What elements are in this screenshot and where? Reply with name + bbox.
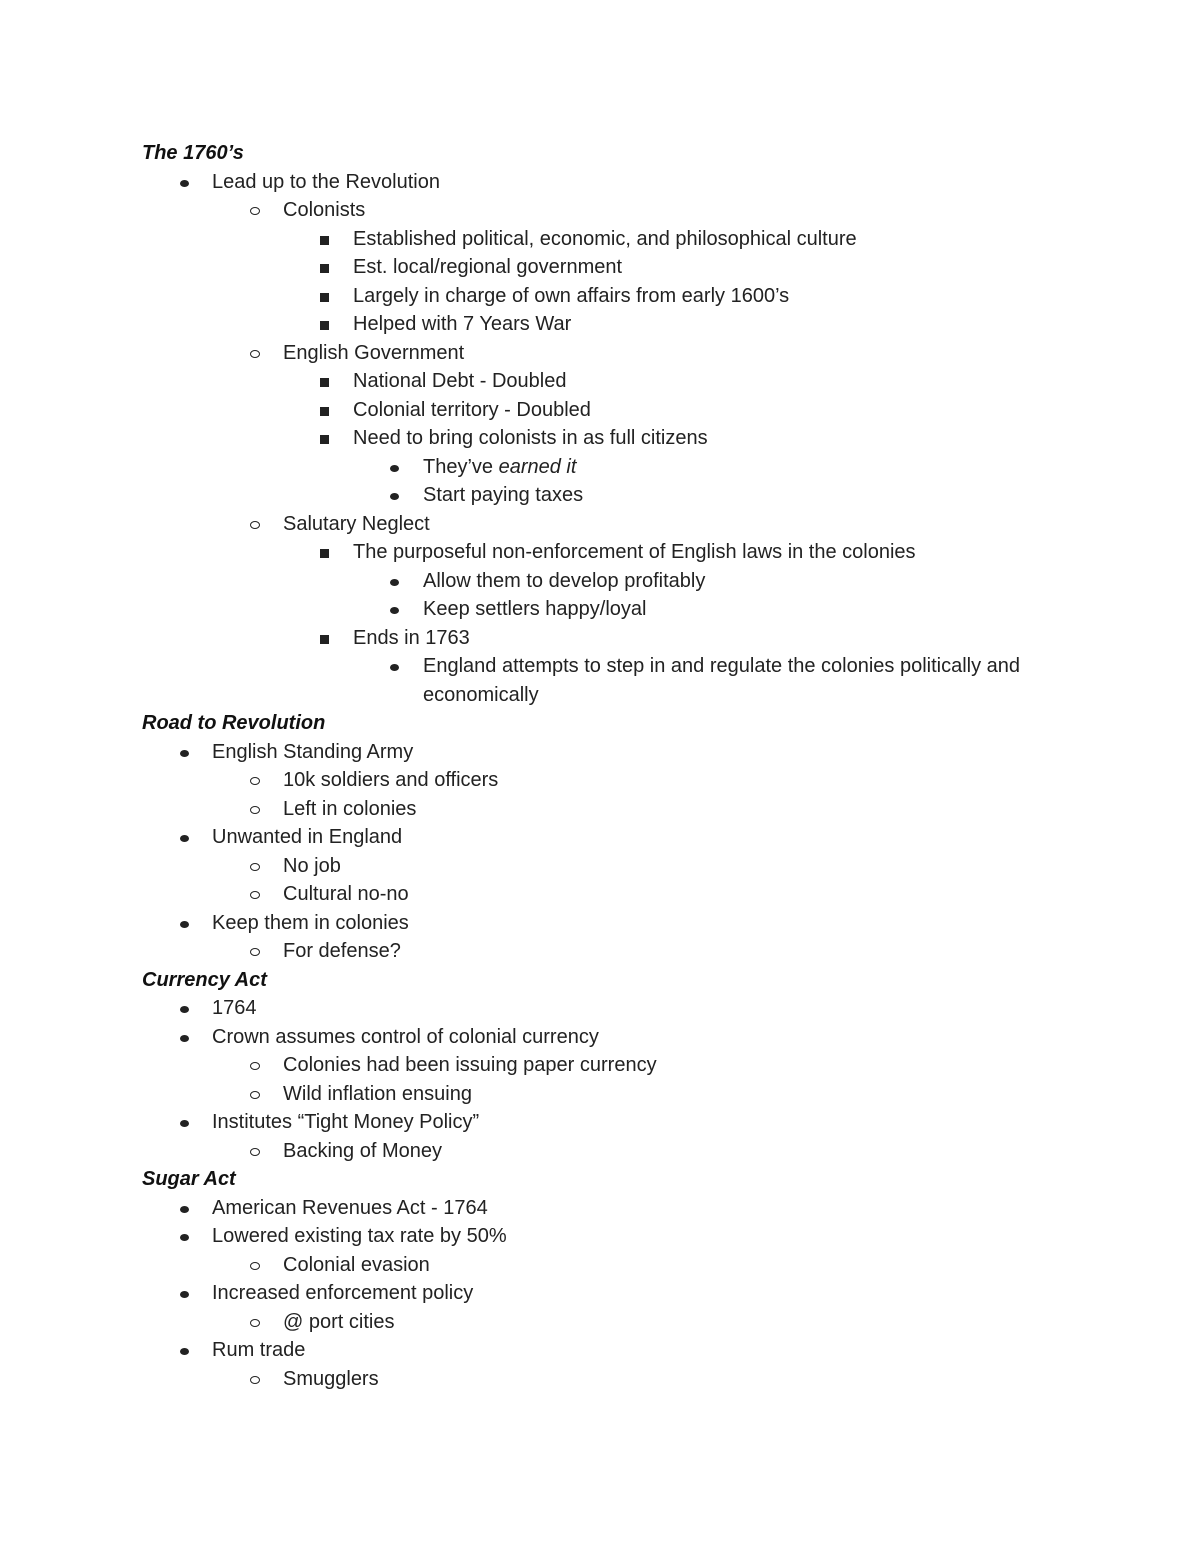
notes-document [142, 139, 1062, 1393]
list-item-label: Rum trade [212, 1339, 306, 1361]
list-item [142, 1222, 1062, 1251]
list-item-label: The purposeful non-enforcement of English laws in the colonies [353, 541, 916, 563]
list-item-label: Unwanted in England [212, 826, 403, 848]
list-item-label: They’ve [423, 455, 499, 478]
list-item-label: Institutes “Tight Money Policy” [212, 1111, 480, 1133]
list-item-label: Keep settlers happy/loyal [423, 598, 647, 620]
list-item [142, 1051, 1062, 1080]
list-item [142, 1336, 1062, 1365]
list-item-text [353, 424, 1062, 453]
bullet-disc-icon [178, 168, 192, 197]
list-item-text [353, 253, 1062, 282]
list-item-label: Cultural no-no [283, 883, 409, 905]
bullet-circle-icon [248, 1137, 262, 1166]
section-heading: Sugar Act [142, 1168, 236, 1190]
list-item [142, 510, 1062, 539]
list-item [142, 652, 1062, 709]
bullet-circle-icon [248, 1251, 262, 1280]
list-item-text [212, 1023, 1062, 1052]
list-item-text [283, 852, 1062, 881]
list-item-label: Salutary Neglect [283, 512, 430, 535]
section-heading: The 1760’s [142, 142, 244, 164]
list-item-label: Colonial territory - Doubled [353, 398, 591, 421]
list-item [142, 567, 1062, 596]
list-item-text [353, 538, 1062, 567]
list-item-label: Left in colonies [283, 797, 417, 820]
list-item [142, 253, 1062, 282]
list-item-label: Keep them in colonies [212, 911, 409, 934]
list-item [142, 994, 1062, 1023]
list-item-label: Est. local/regional government [353, 256, 623, 278]
list-item-text [212, 994, 1062, 1023]
list-item [142, 624, 1062, 653]
list-item-label: English Government [283, 341, 465, 364]
bullet-disc-icon [178, 1336, 192, 1365]
bullet-square-icon [318, 225, 332, 254]
list-item-text [283, 1365, 1062, 1394]
list-item [142, 282, 1062, 311]
list-item-text [212, 823, 1062, 852]
list-item [142, 1080, 1062, 1109]
list-item-text [283, 339, 1062, 368]
bullet-square-icon [318, 624, 332, 653]
list-item-text [283, 1051, 1062, 1080]
list-item [142, 880, 1062, 909]
bullet-disc-icon [388, 595, 402, 624]
list-item-text [283, 510, 1062, 539]
list-item-text [353, 396, 1062, 425]
list-item [142, 795, 1062, 824]
bullet-circle-icon [248, 766, 262, 795]
bullet-circle-icon [248, 1051, 262, 1080]
list-item-label: National Debt - Doubled [353, 370, 567, 392]
list-item-text [212, 1194, 1062, 1223]
bullet-circle-icon [248, 510, 262, 539]
list-item [142, 1194, 1062, 1223]
bullet-square-icon [318, 538, 332, 567]
list-item-text [212, 909, 1062, 938]
list-item [142, 538, 1062, 567]
bullet-square-icon [318, 310, 332, 339]
list-item-label: Crown assumes control of colonial currency [212, 1025, 599, 1048]
list-item-text [283, 1308, 1062, 1337]
bullet-disc-icon [388, 453, 402, 482]
list-item [142, 1023, 1062, 1052]
bullet-disc-icon [178, 1108, 192, 1137]
list-item-label: English Standing Army [212, 740, 414, 763]
list-item-text [423, 567, 1062, 596]
bullet-disc-icon [388, 567, 402, 596]
list-item-label: Largely in charge of own affairs from early 1600’s [353, 284, 790, 307]
list-item-label: Ends in 1763 [353, 626, 470, 649]
bullet-disc-icon [178, 1023, 192, 1052]
list-item [142, 168, 1062, 197]
list-item [142, 367, 1062, 396]
list-item-label: Start paying taxes [423, 484, 584, 506]
list-item [142, 481, 1062, 510]
list-item-label: Lowered existing tax rate by 50% [212, 1225, 507, 1247]
bullet-disc-icon [178, 994, 192, 1023]
bullet-circle-icon [248, 196, 262, 225]
list-item-text [283, 795, 1062, 824]
list-item-text [353, 282, 1062, 311]
list-item-label: American Revenues Act - 1764 [212, 1196, 488, 1219]
list-item-text [212, 738, 1062, 767]
list-item-text [353, 624, 1062, 653]
list-item-label: Need to bring colonists in as full citizens [353, 427, 708, 449]
list-item [142, 766, 1062, 795]
emphasis-text: earned it [498, 455, 577, 478]
list-item-label: Colonies had been issuing paper currency [283, 1054, 657, 1076]
list-item-label: For defense? [283, 940, 401, 962]
list-item [142, 339, 1062, 368]
list-item [142, 1251, 1062, 1280]
list-item-label: Colonists [283, 199, 366, 221]
list-item [142, 595, 1062, 624]
list-item [142, 1108, 1062, 1137]
bullet-circle-icon [248, 1365, 262, 1394]
list-item-text [283, 766, 1062, 795]
bullet-square-icon [318, 367, 332, 396]
list-item [142, 738, 1062, 767]
bullet-circle-icon [248, 339, 262, 368]
bullet-disc-icon [388, 652, 402, 681]
bullet-square-icon [318, 253, 332, 282]
list-item-text [212, 1222, 1062, 1251]
list-item-label: 1764 [212, 997, 257, 1019]
bullet-disc-icon [178, 738, 192, 767]
bullet-disc-icon [178, 1194, 192, 1223]
list-item-text [212, 1336, 1062, 1365]
list-item [142, 196, 1062, 225]
list-item-text [283, 937, 1062, 966]
list-item-text [353, 367, 1062, 396]
list-item [142, 453, 1062, 482]
bullet-circle-icon [248, 1308, 262, 1337]
list-item-label: Colonial evasion [283, 1253, 430, 1276]
bullet-circle-icon [248, 795, 262, 824]
bullet-disc-icon [388, 481, 402, 510]
list-item [142, 424, 1062, 453]
bullet-disc-icon [178, 823, 192, 852]
list-item-label: England attempts to step in and regulate the colonies politically and economically [423, 655, 1026, 706]
list-item-text [423, 652, 1062, 709]
list-item [142, 396, 1062, 425]
list-item-label: Helped with 7 Years War [353, 313, 572, 335]
list-item-label: Backing of Money [283, 1139, 442, 1162]
list-item-text [283, 880, 1062, 909]
list-item-text [212, 168, 1062, 197]
bullet-circle-icon [248, 852, 262, 881]
bullet-square-icon [318, 424, 332, 453]
list-item-label: Increased enforcement policy [212, 1282, 474, 1304]
list-item-label: Allow them to develop profitably [423, 569, 706, 592]
bullet-square-icon [318, 396, 332, 425]
list-item [142, 852, 1062, 881]
section-heading: Currency Act [142, 968, 267, 991]
list-item-label: Smugglers [283, 1367, 379, 1390]
list-item [142, 823, 1062, 852]
list-item-text [423, 453, 1062, 482]
bullet-disc-icon [178, 1222, 192, 1251]
list-item-label: Established political, economic, and philosophical culture [353, 227, 857, 250]
list-item [142, 225, 1062, 254]
list-item-text [283, 1137, 1062, 1166]
list-item [142, 1308, 1062, 1337]
list-item-text [283, 1251, 1062, 1280]
list-item-label: No job [283, 854, 341, 877]
list-item-label: 10k soldiers and officers [283, 769, 499, 791]
bullet-circle-icon [248, 880, 262, 909]
list-item-text [353, 310, 1062, 339]
list-item-text [283, 1080, 1062, 1109]
list-item [142, 909, 1062, 938]
bullet-circle-icon [248, 937, 262, 966]
bullet-disc-icon [178, 1279, 192, 1308]
list-item-text [423, 595, 1062, 624]
list-item-text [283, 196, 1062, 225]
bullet-circle-icon [248, 1080, 262, 1109]
bullet-square-icon [318, 282, 332, 311]
list-item-label: Lead up to the Revolution [212, 170, 440, 193]
section-heading: Road to Revolution [142, 712, 326, 734]
list-item-label: Wild inflation ensuing [283, 1082, 472, 1105]
list-item-label: @ port cities [283, 1310, 395, 1333]
list-item [142, 1365, 1062, 1394]
list-item [142, 937, 1062, 966]
bullet-disc-icon [178, 909, 192, 938]
list-item [142, 310, 1062, 339]
list-item-text [212, 1108, 1062, 1137]
list-item-text [423, 481, 1062, 510]
list-item-text [353, 225, 1062, 254]
list-item-text [212, 1279, 1062, 1308]
list-item [142, 1279, 1062, 1308]
list-item [142, 1137, 1062, 1166]
